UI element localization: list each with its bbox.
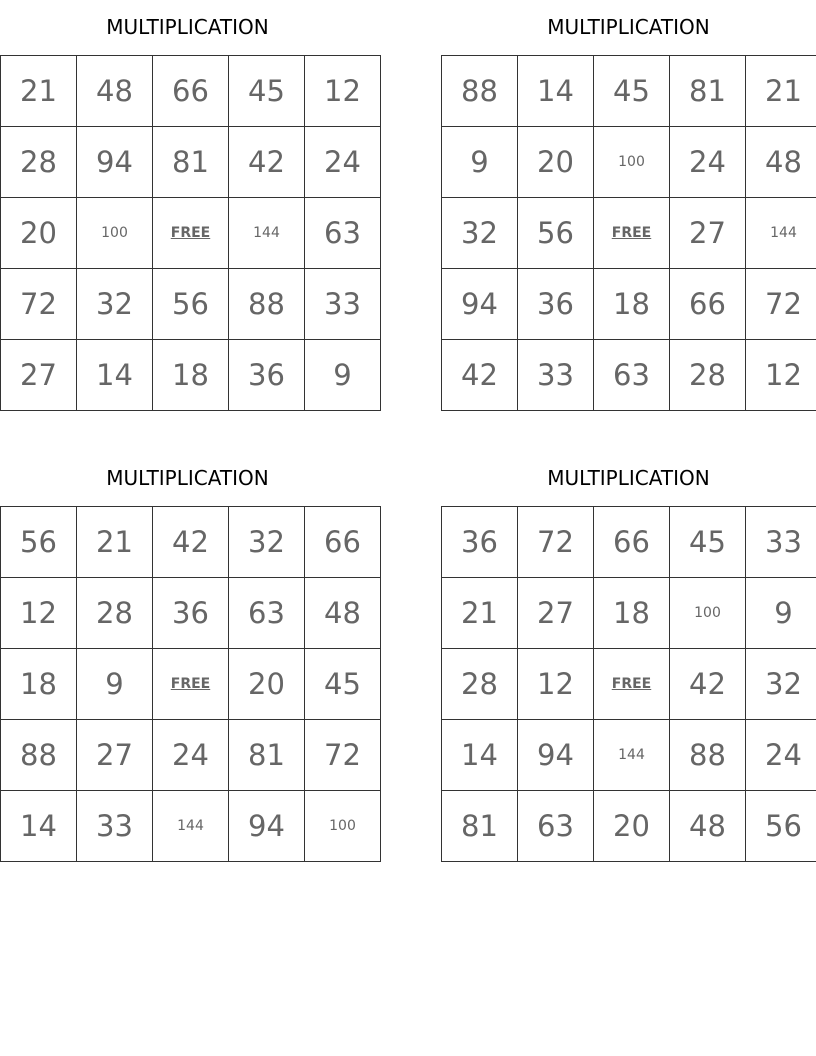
grid-row: [442, 720, 816, 791]
grid-cell: 72: [518, 507, 594, 578]
grid-cell: 20: [594, 791, 670, 862]
grid-cell: 20: [229, 649, 305, 720]
grid-cell: 100: [77, 198, 153, 269]
bingo-grid: [441, 506, 816, 862]
grid-cell: 88: [1, 720, 77, 791]
grid-cell: 81: [229, 720, 305, 791]
grid-cell: 21: [442, 578, 518, 649]
grid-cell: 56: [1, 507, 77, 578]
bingo-grid: [0, 506, 381, 862]
grid-cell: 63: [594, 340, 670, 411]
grid-cell: 42: [229, 127, 305, 198]
grid-cell: 28: [77, 578, 153, 649]
grid-cell: 18: [594, 269, 670, 340]
grid-cell: 100: [670, 578, 746, 649]
grid-cell: 27: [77, 720, 153, 791]
grid-cell: 56: [153, 269, 229, 340]
grid-cell: 100: [305, 791, 381, 862]
grid-row: [1, 578, 381, 649]
grid-cell: 63: [518, 791, 594, 862]
grid-cell: 33: [305, 269, 381, 340]
grid-cell: 32: [746, 649, 816, 720]
grid-cell: 20: [1, 198, 77, 269]
grid-cell: 18: [594, 578, 670, 649]
grid-cell: 45: [670, 507, 746, 578]
grid-cell: 9: [77, 649, 153, 720]
grid-cell: 9: [442, 127, 518, 198]
grid-cell: 88: [229, 269, 305, 340]
grid-cell: 48: [305, 578, 381, 649]
grid-cell: 144: [594, 720, 670, 791]
grid-cell: 24: [746, 720, 816, 791]
grid-cell: 36: [153, 578, 229, 649]
grid-cell: 94: [229, 791, 305, 862]
grid-row: [1, 791, 381, 862]
grid-cell: 36: [229, 340, 305, 411]
grid-cell: 66: [594, 507, 670, 578]
grid-cell: 20: [518, 127, 594, 198]
grid-cell: 14: [1, 791, 77, 862]
grid-cell: 33: [746, 507, 816, 578]
grid-cell: 36: [518, 269, 594, 340]
grid-cell: 33: [518, 340, 594, 411]
grid-cell: 66: [153, 56, 229, 127]
grid-cell: 42: [153, 507, 229, 578]
grid-cell: 45: [594, 56, 670, 127]
grid-row: [1, 56, 381, 127]
grid-cell: 81: [153, 127, 229, 198]
grid-cell: 12: [305, 56, 381, 127]
grid-cell: 48: [670, 791, 746, 862]
grid-cell: 28: [1, 127, 77, 198]
grid-cell: 14: [442, 720, 518, 791]
grid-cell: 63: [229, 578, 305, 649]
grid-row: [442, 56, 816, 127]
card-title: MULTIPLICATION: [106, 15, 269, 39]
grid-row: [1, 720, 381, 791]
grid-cell: 144: [746, 198, 816, 269]
grid-row: [442, 340, 816, 411]
grid-cell: 88: [442, 56, 518, 127]
card-title: MULTIPLICATION: [547, 15, 710, 39]
grid-cell: 32: [77, 269, 153, 340]
free-space: FREE: [594, 649, 670, 720]
grid-cell: 42: [670, 649, 746, 720]
grid-row: [1, 649, 381, 720]
grid-cell: 72: [305, 720, 381, 791]
grid-cell: 72: [1, 269, 77, 340]
grid-cell: 94: [442, 269, 518, 340]
free-space: FREE: [153, 198, 229, 269]
grid-cell: 45: [305, 649, 381, 720]
grid-cell: 9: [746, 578, 816, 649]
grid-cell: 32: [442, 198, 518, 269]
grid-cell: 144: [153, 791, 229, 862]
grid-cell: 14: [518, 56, 594, 127]
free-space: FREE: [153, 649, 229, 720]
grid-row: [1, 127, 381, 198]
grid-row: [442, 198, 816, 269]
grid-cell: 66: [305, 507, 381, 578]
grid-cell: 9: [305, 340, 381, 411]
grid-cell: 48: [77, 56, 153, 127]
grid-cell: 28: [442, 649, 518, 720]
grid-cell: 94: [77, 127, 153, 198]
grid-cell: 48: [746, 127, 816, 198]
grid-cell: 56: [518, 198, 594, 269]
grid-cell: 88: [670, 720, 746, 791]
card-title: MULTIPLICATION: [106, 466, 269, 490]
grid-cell: 21: [77, 507, 153, 578]
grid-cell: 14: [77, 340, 153, 411]
grid-cell: 94: [518, 720, 594, 791]
grid-cell: 72: [746, 269, 816, 340]
bingo-grid: [0, 55, 381, 411]
grid-cell: 18: [153, 340, 229, 411]
grid-cell: 21: [1, 56, 77, 127]
grid-row: [1, 269, 381, 340]
grid-row: [442, 578, 816, 649]
grid-row: [1, 340, 381, 411]
grid-row: [442, 507, 816, 578]
grid-row: [1, 507, 381, 578]
grid-cell: 32: [229, 507, 305, 578]
grid-cell: 24: [305, 127, 381, 198]
grid-row: [442, 649, 816, 720]
grid-row: [1, 198, 381, 269]
bingo-grid: [441, 55, 816, 411]
grid-cell: 12: [518, 649, 594, 720]
grid-cell: 42: [442, 340, 518, 411]
card-title: MULTIPLICATION: [547, 466, 710, 490]
grid-row: [442, 791, 816, 862]
grid-cell: 28: [670, 340, 746, 411]
grid-cell: 66: [670, 269, 746, 340]
grid-cell: 33: [77, 791, 153, 862]
grid-cell: 12: [1, 578, 77, 649]
grid-cell: 24: [153, 720, 229, 791]
grid-cell: 24: [670, 127, 746, 198]
grid-cell: 12: [746, 340, 816, 411]
grid-cell: 27: [670, 198, 746, 269]
grid-cell: 144: [229, 198, 305, 269]
grid-cell: 45: [229, 56, 305, 127]
grid-row: [442, 127, 816, 198]
free-space: FREE: [594, 198, 670, 269]
grid-cell: 36: [442, 507, 518, 578]
grid-cell: 21: [746, 56, 816, 127]
grid-cell: 27: [518, 578, 594, 649]
grid-cell: 81: [670, 56, 746, 127]
grid-row: [442, 269, 816, 340]
grid-cell: 63: [305, 198, 381, 269]
grid-cell: 27: [1, 340, 77, 411]
grid-cell: 100: [594, 127, 670, 198]
grid-cell: 81: [442, 791, 518, 862]
grid-cell: 18: [1, 649, 77, 720]
grid-cell: 56: [746, 791, 816, 862]
